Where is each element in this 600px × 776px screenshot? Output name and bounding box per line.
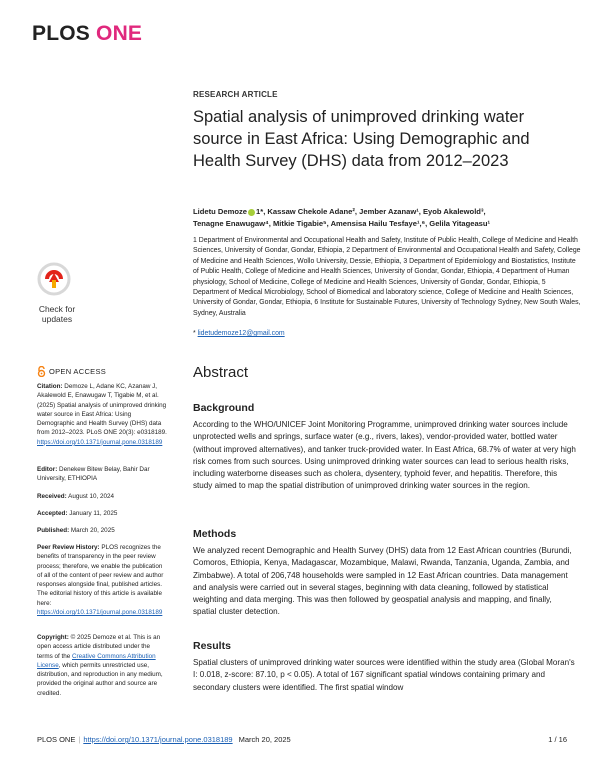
footer-journal: PLOS ONE xyxy=(37,735,76,744)
abstract-section-results xyxy=(193,640,577,694)
footer-left: PLOS ONE | https://doi.org/10.1371/journal.pone.0318189 March 20, 2025 xyxy=(37,735,291,744)
article-type: RESEARCH ARTICLE xyxy=(193,90,278,99)
published-date: March 20, 2025 xyxy=(69,527,115,534)
corresponding-email xyxy=(193,330,285,337)
accepted-label: Accepted: xyxy=(37,510,68,517)
check-for-updates[interactable] xyxy=(37,262,77,324)
citation-text: Demoze L, Adane KC, Azanaw J, Akalewold E, Enawugaw T, Tigabie M, et al. (2025) Spatial analysis of unimproved drinking water source in East Africa: Using Demographic and Health Survey (DHS) data from 2012–2023. PLoS ONE 20(3): e0318189. xyxy=(37,383,167,437)
plos-one-logo[interactable] xyxy=(32,22,142,46)
peer-review-block xyxy=(37,543,167,617)
copyright-text-2: , which permits unrestricted use, distribution, and reproduction in any medium, provided the original author and source are credited. xyxy=(37,661,163,697)
footer-doi-link[interactable]: https://doi.org/10.1371/journal.pone.0318189 xyxy=(83,735,233,744)
section-heading: Methods xyxy=(193,528,237,540)
authors-line-1: 1*, Kassaw Chekole Adane², Jember Azanaw¹, Eyob Akalewold³, xyxy=(256,207,486,216)
open-access xyxy=(37,366,106,377)
license-link[interactable]: Creative Commons Attribution License xyxy=(37,652,156,669)
open-access-label: OPEN ACCESS xyxy=(49,367,107,376)
editor-label: Editor: xyxy=(37,466,58,473)
citation-doi-link[interactable]: https://doi.org/10.1371/journal.pone.0318189 xyxy=(37,438,163,446)
first-author[interactable]: Lidetu Demoze xyxy=(193,207,248,216)
abstract-section-background xyxy=(193,402,577,493)
logo-plos: PLOS xyxy=(32,22,90,45)
editor-text: Denekew Bitew Belay, Bahir Dar University, ETHIOPIA xyxy=(37,466,150,483)
accepted-date: January 11, 2025 xyxy=(67,510,118,517)
copyright-block xyxy=(37,633,167,698)
peer-review-link[interactable]: https://doi.org/10.1371/journal.pone.0318189 xyxy=(37,609,163,617)
section-text: According to the WHO/UNICEF Joint Monitoring Programme, unimproved drinking water sources include unprotected wells and springs, surface water (e.g., rivers, lakes), vendor-provided water, bottled water (without improved alternatives), and tanker truck-provided water. In East Africa, 68.7% of water at very high risk comes from such sources. Using unimproved drinking water sources can lead to serious health risks, including waterborne diseases such as cholera, dysentery, typhoid fever, and hepatitis. Therefore, this study aimed to map the spatial distribution of unimproved drinking water sources in the region. xyxy=(193,420,576,491)
email-link[interactable]: lidetudemoze12@gmail.com xyxy=(197,330,285,337)
check-label-1: Check for xyxy=(38,304,76,314)
copyright-text: © 2025 Demoze et al. This is an open access article distributed under the terms of the xyxy=(37,634,161,660)
page-number: 1 / 16 xyxy=(548,735,567,744)
logo-one: ONE xyxy=(96,22,143,45)
author-list xyxy=(193,206,573,230)
received-label: Received: xyxy=(37,493,67,500)
received-block xyxy=(37,492,167,501)
peer-review-label: Peer Review History: xyxy=(37,544,100,551)
editor-block xyxy=(37,465,167,484)
published-label: Published: xyxy=(37,527,70,534)
authors-line-2: Tenagne Enawugaw⁴, Mitkie Tigabie⁵, Amensisa Hailu Tesfaye¹,⁶, Gelila Yitageasu¹ xyxy=(193,219,491,228)
citation-label: Citation: xyxy=(37,383,63,390)
affiliations: 1 Department of Environmental and Occupational Health and Safety, Institute of Public Health, College of Medicine and Health Sciences, University of Gondar, Gondar, Ethiopia, 2 Department of Environmental and Occupational Health and Safety, College of Medicine and Health Sciences, Wollo University, Dessie, Ethiopia, 3 Department of Epidemiology and Biostatistics, Institute of Public Health, College of Medicine and Health Sciences, University of Gondar, Gondar, Ethiopia, 4 Department of Human physiology, School of Medicine, College of Medicine and Health Sciences, University of Gondar, Gondar, Ethiopia, 5 Department of Medical Microbiology, School of Biomedical and laboratory science, College of Medicine and Health Sciences, University of Gondar, Gondar, Ethiopia, 6 Institute for Sustainable Futures, University of Technology Sydney, New South Wales, Sydney, Australia xyxy=(193,237,581,317)
check-label-2: updates xyxy=(41,314,73,324)
email-marker: * xyxy=(193,330,198,337)
section-text: Spatial clusters of unimproved drinking water sources were identified within the study area (Global Moran's I: 0.018, z-score: 87.10, p < 0.05). A total of 167 significant spatial windows containing primary and secondary clusters were identified. The first spatial window xyxy=(193,658,575,692)
published-block xyxy=(37,526,167,535)
footer-date: March 20, 2025 xyxy=(238,735,291,744)
section-heading: Background xyxy=(193,402,255,414)
citation-block xyxy=(37,382,167,447)
abstract-heading: Abstract xyxy=(193,364,249,381)
section-text: We analyzed recent Demographic and Health Survey (DHS) data from 12 East African countries (Burundi, Comoros, Ethiopia, Kenya, Madagascar, Mozambique, Malawi, Rwanda, Tanzania, Uganda, Zambia, and Zimbabwe). A total of 206,748 households were sampled in 12 East African countries. Data management and analysis were carried out in several stages, beginning with data cleaning, followed by statistical weighting and data merging. This was then followed by geospatial analysis and mapping, and finally, spatial cluster detection. xyxy=(193,546,572,617)
check-for-updates-icon xyxy=(37,262,71,296)
section-heading: Results xyxy=(193,640,231,652)
peer-review-text: PLOS recognizes the benefits of transparency in the peer review process; therefore, we enable the publication of all of the content of peer review and author responses alongside final, published articles. The editorial history of this article is available here: xyxy=(37,544,164,607)
page-footer xyxy=(37,735,567,744)
accepted-block xyxy=(37,509,167,518)
copyright-label: Copyright: xyxy=(37,634,69,641)
open-lock-icon xyxy=(37,366,46,377)
orcid-icon[interactable] xyxy=(248,209,255,216)
article-title: Spatial analysis of unimproved drinking water source in East Africa: Using Demographic and Health Survey (DHS) data from 2012–2023 xyxy=(193,108,530,170)
received-date: August 10, 2024 xyxy=(66,493,115,500)
abstract-section-methods xyxy=(193,528,577,619)
